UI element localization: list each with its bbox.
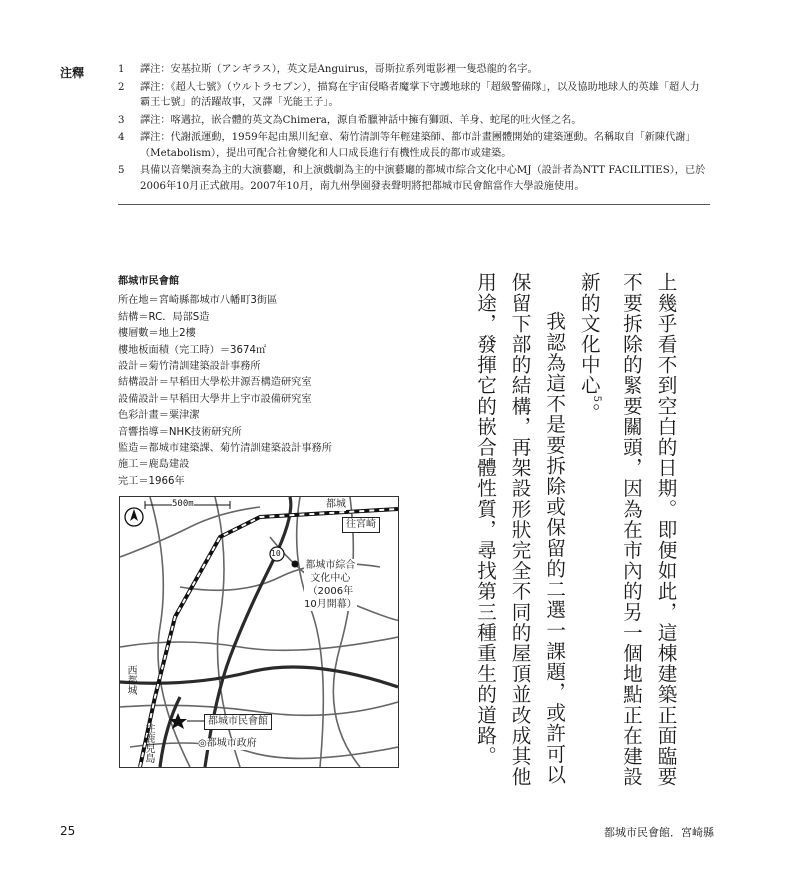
body-paragraph [571,272,682,802]
note-text: 譯注：喀邁拉，嵌合體的英文為Chimera，源自希臘神話中擁有獅頭、羊身、蛇尾的吐火怪之名。 [140,114,582,126]
info-line: 音響指導＝NHK技術研究所 [118,426,242,438]
note-number: 2 [118,81,125,93]
note-text: 譯注：安基拉斯（アンギラス），英文是Anguirus，哥斯拉系列電影裡一隻恐龍的名字。 [140,64,538,75]
note-item [118,80,708,111]
footnote-ref: 5 [590,395,602,403]
note-item [118,113,708,129]
info-line: 色彩計畫＝粟津潔 [118,410,200,422]
info-line: 施工＝鹿島建設 [118,459,190,471]
info-line: 樓地板面積（完工時）＝3674㎡ [118,344,267,356]
building-info [118,274,418,490]
map-label-to-kagoshima: 往鹿兒島 [143,723,154,763]
info-line: 監造＝都城市建築課、菊竹清訓建築設計事務所 [118,443,332,455]
map-label-city-office: ◎都城市政府 [198,738,257,749]
note-number: 4 [118,132,125,143]
culture-center-line: 都城市綜合 [305,560,356,571]
map-label-miyakonojo-station: 都城 [326,499,346,510]
map-label-nishi-miyakonojo: 西都城 [125,665,136,695]
note-text: 譯注：《超人七號》（ウルトラセブン），描寫在宇宙侵略者魔掌下守護地球的「超級警備隊」，以及協助地球人的英雄「超人力霸王七號」的活躍故事，又譯「光能王子」。 [140,81,700,108]
info-line: 結構＝RC．局部S造 [118,311,210,323]
info-line: 設備設計＝早稻田大學井上宇市設備研究室 [118,393,312,405]
culture-center-line: （2006年 [304,585,357,598]
note-number: 5 [118,165,125,176]
note-item [118,62,708,78]
note-text: 具備以音樂演奏為主的大演藝廳，和上演戲劇為主的中演藝廳的都城市綜合文化中心MJ（設計者為NTT FACILITIES），已於2006年10月正式啟用。2007年10月，南九州學園發表聲明將把都城市民會館當作大學設施使用。 [140,165,706,192]
info-line: 所在地＝宮崎縣都城市八幡町3街區 [118,295,278,307]
route-number: 10 [271,549,281,558]
building-info-title: 都城市民會館 [118,276,180,287]
running-footer: 都城市民會館．宮崎縣 [604,826,714,839]
notes-label: 注釋 [60,66,85,80]
notes-list [118,62,708,196]
info-line: 樓層數＝地上2樓 [118,328,196,340]
map-label-to-miyazaki: 往宮崎 [342,517,380,533]
body-text [467,272,682,802]
map-scale-label: 500m [172,499,194,509]
info-line: 設計＝菊竹清訓建築設計事務所 [118,361,261,373]
body-text-part: 。 [577,402,601,424]
note-item [118,130,708,161]
note-number: 3 [118,114,125,126]
section-divider [118,204,710,205]
map-label-culture-center [304,559,357,611]
location-map [119,496,399,768]
page-number: 25 [60,824,76,838]
info-line: 結構設計＝早稻田大學松井源吾構造研究室 [118,377,312,389]
info-line: 完工＝1966年 [118,475,185,487]
culture-center-line: 文化中心 [304,572,357,585]
culture-center-line: 10月開幕） [304,599,357,610]
map-label-civic-hall: 都城市民會館 [204,714,272,730]
note-text: 譯注：代謝派運動，1959年起由黑川紀章、菊竹清訓等年輕建築師、都市計畫團體開始的建築運動。名稱取自「新陳代謝」（Metabolism），提出可配合社會變化和人口成長進行有機性成長的都市或建築。 [140,132,696,159]
note-number: 1 [118,64,125,75]
body-text-part: 上幾乎看不到空白的日期。即便如此，這棟建築正面臨要不要拆除的緊要關頭，因為在市內的另一個地點正在建設新的文化中心 [577,272,677,787]
body-paragraph: 我認為這不是要拆除或保留的二選一課題，或許可以保留下部的結構，再架設形狀完全不同的屋頂並改成其他用途，發揮它的嵌合體性質，尋找第三種重生的道路。 [473,272,566,787]
note-item [118,163,708,194]
